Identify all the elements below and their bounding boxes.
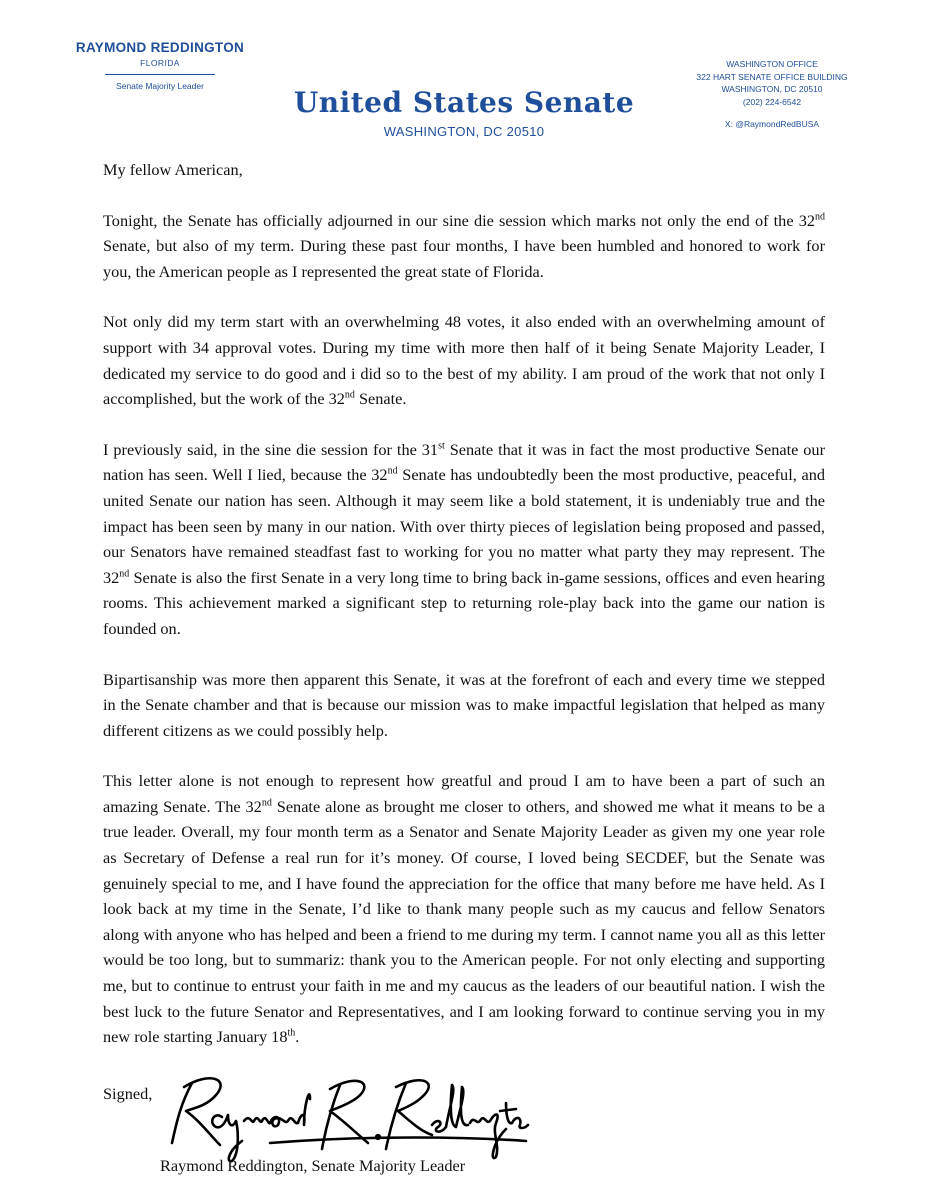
paragraph-text: Senate, but also of my term. During these past four months, I have been humbled and honored to work for you, the American people as I represented the great state of Florida. <box>103 236 825 281</box>
paragraph-text: I previously said, in the sine die session for the 31 <box>103 439 439 459</box>
paragraph-4: Bipartisanship was more then apparent this Senate, it was at the forefront of each and every time we stepped in the Senate chamber and that is because our mission was to make impactful legislation that helped as many different citizens as we could possibly help. <box>103 669 825 740</box>
paragraph-5 <box>103 768 825 1050</box>
letterhead-divider <box>105 74 215 75</box>
paragraph-text: Senate alone as brought me closer to others, and showed me what it means to be a true leader. Overall, my four month term as a Senator and Senate Majority Leader as given my one year role as Secretary of Defense a real run for it’s money. Of course, I loved being SECDEF, but the Senate was genuinely special to me, and I have found the appreciation for the office that many before me have held. As I look back at my time in the Senate, I’d like to thank many people such as my caucus and fellow Senators along with anyone who has helped and been a friend to me during my term. I cannot name you all as this letter would be too long, but to summariz: thank you to the American people. For not only electing and supporting me, but to continue to entrust your faith in me and my caucus as the leaders of our beautiful nation. I wish the best luck to the future Senator and Representatives, and I am looking forward to continue serving you in my new role starting January 18 <box>103 796 825 1047</box>
senator-name: RAYMOND REDDINGTON <box>75 40 245 55</box>
senate-city: WASHINGTON, DC 20510 <box>383 124 545 139</box>
paragraph-text: Senate is also the first Senate in a very long time to bring back in-game sessions, offices and even hearing rooms. This achievement marked a significant step to returning role-play back into the game our nation is founded on. <box>103 567 825 638</box>
office-phone: (202) 224-6542 <box>742 96 802 107</box>
office-label: WASHINGTON OFFICE <box>726 59 818 69</box>
senator-title: Senate Majority Leader <box>116 81 204 91</box>
ordinal-suffix: th <box>287 1027 296 1039</box>
office-building: 322 HART SENATE OFFICE BUILDING <box>696 71 848 82</box>
united-states-senate-heading: United States Senate <box>293 86 635 119</box>
handwritten-signature <box>170 1065 530 1165</box>
ordinal-suffix: nd <box>119 568 130 580</box>
senator-state: FLORIDA <box>140 58 180 68</box>
ordinal-suffix: nd <box>815 211 825 223</box>
ordinal-suffix: nd <box>261 797 272 809</box>
salutation: My fellow American, <box>103 160 243 179</box>
letter-body <box>103 157 825 1075</box>
paragraph-text: Senate has undoubtedly been the most productive, peaceful, and united Senate our nation has seen. Although it may seem like a bold statement, it is undeniably true and the impact has been seen by many in our nation. With over thirty pieces of legislation being proposed and passed, our Senators have remained steadfast fast to working for you no matter what party they may represent. The 32 <box>103 465 825 587</box>
ordinal-suffix: st <box>438 440 445 452</box>
paragraph-text: . <box>295 1027 300 1047</box>
signature-name-title: Raymond Reddington, Senate Majority Leader <box>160 1156 466 1175</box>
paragraph-text: Senate. <box>354 389 407 409</box>
ordinal-suffix: nd <box>387 465 398 477</box>
paragraph-text: Not only did my term start with an overwhelming 48 votes, it also ended with an overwhelming amount of support with 34 approval votes. During my time with more then half of it being Senate Majority Leader, I dedicated my service to do good and i did so to the best of my ability. I am proud of the work that not only I accomplished, but the work of the 32 <box>103 312 825 409</box>
office-city: WASHINGTON, DC 20510 <box>721 84 823 94</box>
paragraph-3 <box>103 437 825 642</box>
paragraph-text: Tonight, the Senate has officially adjourned in our sine die session which marks not only the end of the 32 <box>103 210 815 230</box>
paragraph-1 <box>103 208 825 285</box>
paragraph-text: Senate that it was in fact the most productive Senate our nation has seen. Well I lied, because the 32 <box>103 439 825 485</box>
letterhead-seal-block <box>290 86 638 139</box>
paragraph-text: This letter alone is not enough to represent how greatful and proud I am to have been a part of such an amazing Senate. The 32 <box>103 771 825 816</box>
paragraph-2 <box>103 309 825 411</box>
office-social-handle: X: @RaymondRedBUSA <box>724 119 820 129</box>
ordinal-suffix: nd <box>344 389 355 401</box>
signed-label: Signed, <box>103 1084 153 1103</box>
letterhead-office-block <box>672 58 872 131</box>
letterhead-senator-block <box>60 40 260 91</box>
